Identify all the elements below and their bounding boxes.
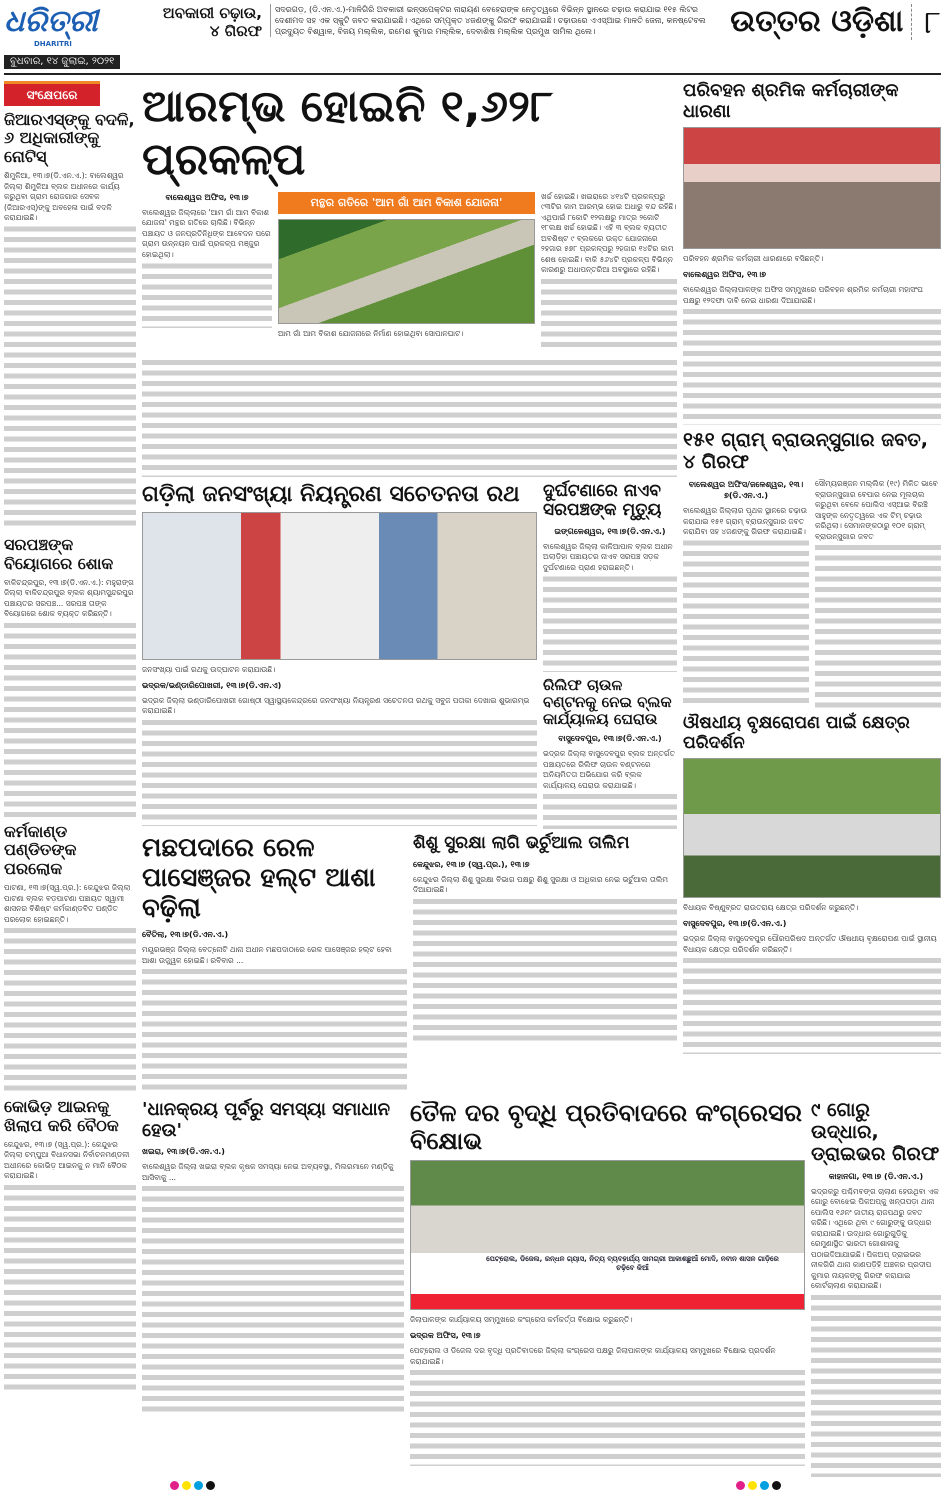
lead-text: ଖର୍ଚ୍ଚ ହୋଇଛି। ଖଇରାରେ ୪୧୪ଟି ପ୍ରକଳ୍ପରୁ ୯୩ଟିର କାମ ଆରମ୍ଭ ହୋଇ ଅଧାରୁ ବନ୍ଦ ରହିଛି। ଏଥିପାଇଁ ୮କୋଟି ୧୨ଲକ୍ଷରୁ ମାତ୍ର ୨କୋଟି ୧୮ଲକ୍ଷ ଖର୍ଚ୍ଚ ହୋଇଛି। ଏହି ୩ ବ୍ଲକ ବ୍ୟତୀତ ଅବଶିଷ୍ଟ ୯ ବ୍ଲକରେ ଉକ୍ତ ଯୋଜନାରେ ୨ହଜାର ୫୭୮ ପ୍ରକଳ୍ପରୁ ୨ହଜାର ୧୪ଟିର କାମ ଶେଷ ହୋଇଛି। ବାକି ୫୬୪ଟି ପ୍ରକଳ୍ପ ବିଭିନ୍ନ କାରଣରୁ ଅଧାପନ୍ତରିଆ ଅବସ୍ଥାରେ ରହିଛି। bbox=[541, 192, 677, 352]
brand bbox=[4, 4, 144, 69]
congress-text: ପେଟ୍ରୋଲ ଓ ଡିଜେଲ ଦର ବୃଦ୍ଧି ପ୍ରତିବାଦରେ ଜିଲ୍ଲା କଂଗ୍ରେସ ପକ୍ଷରୁ ଜିଲାପାଳଙ୍କ କାର୍ଯ୍ୟାଳୟ ସମ୍ମୁଖରେ ବିକ୍ଷୋଭ ପ୍ରଦର୍ଶନ କରାଯାଇଛି। bbox=[410, 1346, 805, 1466]
herbal-photo bbox=[683, 758, 941, 898]
brownsugar-text: ବାଲେଶ୍ୱର ଜିଲ୍ଲାର ପୃଥକ ସ୍ଥାନରେ ଚଢ଼ାଉ କରାଯାଇ ୧୫୧ ଗ୍ରାମ୍ ବ୍ରାଉନ୍‌ସୁଗାର ଜବତ କରାଯିବା ସହ ୪ଜଣଙ୍କୁ ଗିରଫ କରାଯାଇଛି। bbox=[683, 506, 809, 706]
lead-text: ବାଲେଶ୍ୱର ଜିଲ୍ଲାରେ 'ଆମ ଗାଁ ଆମ ବିକାଶ ଯୋଜନା' ମନ୍ଥର ଗତିରେ ଚାଲିଛି। ବିଭିନ୍ନ ପଞ୍ଚାୟତ ଓ ଜନପ୍ରତିନିଧିଙ୍କ ଆବେଦନ ପରେ ଗ୍ରାମ ଉନ୍ନୟନ ପାଇଁ ପ୍ରକଳ୍ପ ମଞ୍ଜୁର ହୋଇଥିଲା। bbox=[142, 208, 272, 328]
congress-story bbox=[410, 1100, 805, 1477]
paddy-headline: 'ଧାନକ୍ରୟ ପୂର୍ବରୁ ସମସ୍ୟା ସମାଧାନ ହେଉ' bbox=[142, 1099, 391, 1141]
footer bbox=[4, 1477, 941, 1494]
gadila-caption: ଜନସଂଖ୍ୟା ପାଇଁ ରଥକୁ ଉଦ୍‌ଘାଟନ କରାଯାଉଛି। bbox=[142, 664, 276, 674]
brief-headline: କୋଭିଡ଼ ଆଇନକୁ ଖିଲାପ କରି ବୈଠକ bbox=[4, 1097, 119, 1135]
brownsugar-dateline: ବାଲେଶ୍ୱର ଅଫିସ/ଜଳେଶ୍ୱର, ୧୩।୭(ଡି.ଏନ.ଏ.) bbox=[688, 480, 804, 501]
herbal-headline: ଔଷଧୀୟ ବୃକ୍ଷରୋପଣ ପାଇଁ କ୍ଷେତ୍ର ପରିଦର୍ଶନ bbox=[683, 713, 910, 753]
brief-headline: ସରପଞ୍ଚଙ୍କ ବିୟୋଗରେ ଶୋକ bbox=[4, 535, 114, 573]
congress-photo bbox=[410, 1160, 805, 1310]
middle-column bbox=[142, 81, 677, 1095]
accident-text: ବାଲେଶ୍ୱର ଜିଲ୍ଲା କାଳିଆପାଳ ବ୍ଲକ ଅଧୀନ ଅଲାଡ଼ିହା ପଞ୍ଚାୟତର ନାଏବ ସରପଞ୍ଚ ସଡ଼କ ଦୁର୍ଘଟଣାରେ ପ୍ରାଣ ହରାଇଛନ୍ତି। bbox=[543, 542, 677, 672]
briefs-column bbox=[4, 81, 136, 1477]
logo: ଧରିତ୍ରୀ bbox=[4, 4, 98, 39]
accident-dateline: ଇଙ୍ଗଳେଶ୍ୱର, ୧୩।୭(ଡି.ଏନ.ଏ.) bbox=[554, 526, 666, 536]
color-registration-marks bbox=[170, 1481, 215, 1490]
right-column bbox=[683, 81, 941, 1095]
lead-dateline: ବାଲେଶ୍ୱର ଅଫିସ, ୧୩।୭ bbox=[165, 192, 249, 202]
brownsugar-headline: ୧୫୧ ଗ୍ରାମ୍ ବ୍ରାଉନ୍‌ସୁଗାର ଜବତ, ୪ ଗିରଫ bbox=[683, 429, 928, 474]
brief-text: କେନ୍ଦୁଝର, ୧୩।୭ (ସ୍ୱ.ପ୍ର.): କେନ୍ଦୁଝର ଜିଲ୍ଲା ଚମ୍ପୁଆ ବିଧାନସଭା ନିର୍ବାଚନମଣ୍ଡଳୀ ଅଧୀନରେ କୋଭିଡ଼ ଆଇନକୁ ନ ମାନି ବୈଠକ କରାଯାଇଛି। bbox=[4, 1140, 136, 1390]
protest-banner-text: ପେଟ୍ରୋଲ, ଡିଜେଲ, ରନ୍ଧନ ଗ୍ୟାସ, ନିତ୍ୟ ବ୍ୟବହାର୍ଯ୍ୟ ସାମଗ୍ରୀ ଆକାଶଛୁଆଁ ମୋଦି, ନବୀନ ଶାସନ ଗାଡ଼ିରେ ଚଢ଼ିବେ କିଆଁ bbox=[486, 1255, 779, 1273]
lead-photo bbox=[278, 219, 535, 324]
cattle-headline: ୯ ଗୋରୁ ଉଦ୍ଧାର, ଡ୍ରାଇଭର ଗିରଫ bbox=[811, 1099, 940, 1165]
train-text: ମୟୂରଭଞ୍ଜ ଜିଲ୍ଲା ବେତ୍‌ନୋଟି ଥାନା ଅଧୀନ ମଛପଦାଠାରେ ରେଳ ପାସେଞ୍ଜର ହଲ୍ଟ ହେବା ଆଶା ଉଜ୍ଜ୍ୱଳ ହୋଇଛି। ରବିବାର ... bbox=[142, 945, 407, 1095]
page-section-title: ଉତ୍ତର ଓଡ଼ିଶା bbox=[730, 4, 904, 39]
relief-dateline: ବାସୁଦେବପୁର, ୧୩।୭(ଡି.ଏନ.ଏ.) bbox=[558, 734, 662, 744]
gadila-headline: ଗଡ଼ିଲା ଜନସଂଖ୍ୟା ନିୟନ୍ତ୍ରଣ ସଚେତନତା ରଥ bbox=[142, 481, 520, 507]
brownsugar-col-1 bbox=[683, 479, 809, 709]
child-dateline: କେନ୍ଦୁଝର, ୧୩।୭ (ସ୍ୱ.ପ୍ର.), ୧୩।୭ bbox=[413, 859, 530, 869]
congress-caption: ଜିଲାପାଳଙ୍କ କାର୍ଯ୍ୟାଳୟ ସମ୍ମୁଖରେ କଂଗ୍ରେସ କର୍ମକର୍ତ୍ତା ବିକ୍ଷୋଭ କରୁଛନ୍ତି। bbox=[410, 1315, 633, 1325]
brief-text: ଶିମୁଳିଆ, ୧୩।୭(ଡି.ଏନ.ଏ.): ବାଲେଶ୍ୱର ଜିଲ୍ଲା ଶିମୁଳିଆ ବ୍ଲକ ଅଧୀନରେ କାର୍ଯ୍ୟ କରୁଥିବା ଗ୍ରାମ ରୋଜଗାର ସେବକ (ଜିଆରଏସ୍)ଙ୍କୁ ଅବହେଳା ପାଇଁ ବଦଳି କରାଯାଇଛି। bbox=[4, 171, 136, 531]
lead-text bbox=[142, 357, 677, 477]
herbal-text: ଭଦ୍ରକ ଜିଲ୍ଲା ବାସୁଦେବପୁର ପୌରପରିଷଦ ଅନ୍ତର୍ଗତ ଔଷଧୀୟ ବୃକ୍ଷରୋପଣ ପାଇଁ ସ୍ଥାନୀୟ ବିଧାୟକ କ୍ଷେତ୍ର ପରିଦର୍ଶନ କରିଛନ୍ତି। bbox=[683, 934, 941, 1054]
top-band bbox=[142, 81, 941, 1095]
top-brief-text: ସଦରଗଡ଼, (ଡି.ଏନ.ଏ.)-ମାଳିଗିରି ଅବକାରୀ ଇନ୍‌ସପେକ୍ଟର ନାରାୟଣ ବେହେରାଙ୍କ ନେତୃତ୍ୱରେ ବିଭିନ୍ନ ସ୍ଥାନରେ ଚଢ଼ାଉ କରାଯାଇ ୧୧୫ ଲିଟର ଦେଶୀମଦ ସହ ଏକ ସ୍କୁଟି ଜବତ କରାଯାଇଛି। ଏଥିରେ ସମ୍ପୃକ୍ତ ୪ଜଣଙ୍କୁ ଗିରଫ କରାଯାଇଛି। ଚଢ଼ାଉରେ ଏଏସ୍‌ଆଇ ମାଳତି ଜେନା, କନଷ୍ଟେବଲ ପ୍ରଦ୍ୟୁତ ବିଶ୍ୱାଳ, ବିଜୟ ମଲ୍ଲିକ, ରମେଶ କୁମାର ମଲ୍ଲିକ, ଦେବାଶିଷ ମଲ୍ଲିକ ପ୍ରମୁଖ ସାମିଲ ଥିଲେ। bbox=[270, 4, 722, 37]
train-story bbox=[142, 834, 407, 1095]
child-text: କେନ୍ଦୁଝର ଜିଲ୍ଲା ଶିଶୁ ସୁରକ୍ଷା ବିଭାଗ ପକ୍ଷରୁ ଶିଶୁ ସୁରକ୍ଷା ଓ ଅଧିକାର ନେଇ ଭର୍ଚୁଆଲ ତାଲିମ ଦିଆଯାଇଛି। bbox=[413, 875, 677, 1045]
cattle-story bbox=[811, 1100, 941, 1477]
child-story bbox=[413, 834, 677, 1095]
transport-text: ବାଲେଶ୍ୱର ଜିଲ୍ଲାପାଳଙ୍କ ଅଫିସ ସମ୍ମୁଖରେ ପରିବହନ ଶ୍ରମିକ କର୍ମଚାରୀ ମହାସଂଘ ପକ୍ଷରୁ ୧୨ଦଫା ଦାବି ନେଇ ଧାରଣା ଦିଆଯାଇଛି। bbox=[683, 285, 941, 425]
lead-col-3 bbox=[541, 192, 677, 352]
train-headline: ମଛପଦାରେ ରେଳ ପାସେଞ୍ଜର ହଲ୍ଟ ଆଶା ବଢ଼ିଲା bbox=[142, 833, 376, 924]
transport-headline: ପରିବହନ ଶ୍ରମିକ କର୍ମଚାରୀଙ୍କ ଧାରଣା bbox=[683, 80, 899, 122]
cattle-text: ଭଦ୍ରକରୁ ପଶ୍ଚିମବଙ୍ଗ ଚାଲାଣ ହେଉଥିବା ଏକ ଗୋରୁ ବୋଝେଇ ପିକଅପ୍‌କୁ ଖନ୍ତାପଡ଼ା ଥାନା ପୋଲିସ ୧୬ନଂ ଜାତୀୟ ରାଜପଥରୁ ଜବତ କରିଛି। ଏଥିରେ ଥିବା ୯ ଗୋରୁଙ୍କୁ ଉଦ୍ଧାର କରାଯାଇଛି। ଉଦ୍ଧାର ଗୋରୁଗୁଡ଼ିକୁ ରେମୁଣାସ୍ଥିତ ଭାରତୀ ଗୋଶାଳାକୁ ପଠାଇଦିଆଯାଇଛି। ପିକଅପ୍ ଡ୍ରାଇଭର ନୀଳଗିରି ଥାନା କାଣପଡ଼ିହି ଅଞ୍ଚଳର ପ୍ରଦୀପ କୁମାର ନାୟକଙ୍କୁ ଗିରଫ କରାଯାଇ କୋର୍ଟଚାଲାଣ କରାଯାଇଛି। bbox=[811, 1187, 941, 1477]
transport-photo bbox=[683, 127, 941, 249]
relief-text: ଭଦ୍ରକ ଜିଲ୍ଲା ବାସୁଦେବପୁର ବ୍ଲକ ଅନ୍ତର୍ଗତ ପଞ୍ଚାୟତରେ ରିଲିଫ ଚାଉଳ ବଣ୍ଟନରେ ଅନିୟମିତତା ଅଭିଯୋଗ କରି ବ୍ଲକ କାର୍ଯ୍ୟାଳୟ ଘେରାଉ କରାଯାଇଛି। bbox=[543, 749, 677, 829]
child-headline: ଶିଶୁ ସୁରକ୍ଷା ଲାଗି ଭର୍ଚୁଆଲ ତାଲିମ bbox=[413, 833, 630, 854]
paddy-story bbox=[142, 1100, 404, 1477]
lead-col-2 bbox=[278, 192, 535, 352]
lead-col-1 bbox=[142, 192, 272, 352]
paddy-text: ବାଲେଶ୍ୱର ଜିଲ୍ଲା ଖଇରା ବ୍ଲକ କୃଷକ ସମସ୍ୟା ନେଇ ଅବ୍ୟବସ୍ଥା, ମିଲରମାନେ ମଣ୍ଡିକୁ ଆସିବାକୁ ... bbox=[142, 1162, 404, 1412]
color-registration-marks bbox=[736, 1481, 781, 1490]
brownsugar-body bbox=[683, 479, 941, 709]
brief-headline: କର୍ମକାଣ୍ଡ ପଣ୍ଡିତଙ୍କ ପରଲୋକ bbox=[4, 821, 77, 878]
congress-dateline: ଭଦ୍ରକ ଅଫିସ, ୧୩।୭ bbox=[410, 1331, 481, 1341]
transport-dateline: ବାଲେଶ୍ୱର ଅଫିସ, ୧୩।୭ bbox=[683, 270, 767, 280]
briefs-label: ସଂକ୍ଷେପରେ bbox=[4, 81, 100, 106]
relief-headline: ରିଲିଫ ଚାଉଳ ବଣ୍ଟନକୁ ନେଇ ବ୍ଲକ କାର୍ଯ୍ୟାଳୟ ଘେରାଉ bbox=[543, 675, 672, 729]
brownsugar-text: ସୌମ୍ୟରଞ୍ଜନ ମଲ୍ଲିକ (୧୯) ମିଳିତ ଭାବେ ବ୍ରାଉନ୍‌ସୁଗାର ବେପାର ନେଇ ମୂଲଚାଲ କରୁଥିବା ବେଳେ ପୋଲିସ ଏସ୍‌ଆଇ ବିରଞ୍ଚି ସାହୁଙ୍କ ନେତୃତ୍ୱରେ ଏକ ଟିମ୍ ଚଢ଼ାଉ କରିଥିଲା। ସେମାନଙ୍କଠାରୁ ୧୦୧ ଗ୍ରାମ୍ ବ୍ରାଉନ୍‌ସୁଗାର ଜବତ bbox=[815, 479, 941, 709]
train-child-band bbox=[142, 834, 677, 1095]
brief-text: ବାଳିଚନ୍ଦ୍ରପୁର, ୧୩।୭(ଡି.ଏନ.ଏ.): ମହୁରାଙ୍ଗ ଜିଲ୍ଲା ବାଳିଚନ୍ଦ୍ରପୁର ବ୍ଲକ ଶ୍ୟାମସୁନ୍ଦରପୁର ପଞ୍ଚାୟତର ସରପଞ୍ଚ... ସରପଞ୍ଚ ତାଙ୍କ ବିୟୋଗରେ ଶୋକ ବ୍ୟକ୍ତ କରିଛନ୍ତି। bbox=[4, 578, 136, 818]
brownsugar-col-2 bbox=[815, 479, 941, 709]
train-dateline: ବୈତିଲା, ୧୩।୭(ଡି.ଏନ.ଏ.) bbox=[142, 930, 229, 940]
page-number: ୮ bbox=[911, 4, 941, 40]
lead-banner: ମନ୍ଥର ଗତିରେ 'ଆମ ଗାଁ ଆମ ବିକାଶ ଯୋଜନା' bbox=[278, 192, 535, 214]
lead-body bbox=[142, 192, 677, 352]
logo-english: DHARITRI bbox=[34, 40, 72, 48]
brief-headline: ଜିଆରଏସ୍‌ଙ୍କୁ ବଦଳି, ୬ ଅଧିକାରୀଙ୍କୁ ନୋଟିସ୍ bbox=[4, 110, 135, 166]
herbal-dateline: ବାସୁଦେବପୁର, ୧୩।୭(ଡି.ଏନ.ଏ.) bbox=[683, 919, 787, 929]
bottom-band bbox=[142, 1100, 941, 1477]
paddy-dateline: ଖଇରା, ୧୩।୭(ଡି.ଏନ.ଏ.) bbox=[142, 1147, 225, 1157]
herbal-caption: ବିଧାୟକ ବିଷ୍ଣୁବ୍ରତ ରାଉତରାୟ କ୍ଷେତ୍ର ପରିଦର୍ଶନ କରୁଛନ୍ତି। bbox=[683, 903, 859, 913]
gadila-text: ଭଦ୍ରକ ଜିଲ୍ଲା ଭଣ୍ଡାରିପୋଖରୀ ଗୋଷ୍ଠୀ ସ୍ୱାସ୍ଥ୍ୟକେନ୍ଦ୍ରରେ ଜନସଂଖ୍ୟା ନିୟନ୍ତ୍ରଣ ସଚେତନତା ରଥକୁ ସବୁଜ ପତାକା ଦେଖାଇ ଶୁଭାରମ୍ଭ କରାଯାଇଛି। bbox=[142, 696, 537, 826]
issue-date: ବୁଧବାର, ୧୪ ଜୁଲାଇ, ୨୦୨୧ bbox=[4, 55, 120, 69]
gadila-story bbox=[142, 482, 537, 830]
gadila-photo bbox=[142, 512, 537, 660]
main-area bbox=[142, 81, 941, 1477]
gadila-dateline: ଭଦ୍ରକ/ଭଣ୍ଡାରିପୋଖରୀ, ୧୩।୭(ଡି.ଏନ.ଏ) bbox=[142, 680, 282, 690]
masthead bbox=[4, 4, 941, 75]
lead-headline: ଆରମ୍ଭ ହୋଇନି ୧,୬୨୮ ପ୍ରକଳ୍ପ bbox=[142, 81, 553, 185]
page-body bbox=[4, 81, 941, 1477]
transport-caption: ପରିବହନ ଶ୍ରମିକ କର୍ମଚାରୀ ଧାରଣାରେ ବସିଛନ୍ତି। bbox=[683, 254, 824, 264]
gadila-band bbox=[142, 482, 677, 830]
accident-headline: ଦୁର୍ଘଟଣାରେ ନାଏବ ସରପଞ୍ଚଙ୍କ ମୃତ୍ୟୁ bbox=[543, 480, 662, 521]
lead-caption: ଆମ ଗାଁ ଆମ ବିକାଶ ଯୋଜନାରେ ନିର୍ମାଣ ହୋଇଥିବା ସୋପାନଘାଟ। bbox=[278, 328, 464, 338]
brief-text: ପାଟଣା, ୧୩।୭(ସ୍ୱ.ପ୍ର.): କେନ୍ଦୁଝର ଜିଲ୍ଲା ପାଟଣା ବ୍ଲକ ବଡ଼ପାଟଣା ପଞ୍ଚାୟତ ସ୍ୱାମୀ ଶାସନର ବିଶିଷ୍ଟ କର୍ମକାଣ୍ଡବିତ ପଣ୍ଡିତ ପରଲୋକ ହୋଇଛନ୍ତି। bbox=[4, 883, 136, 1093]
cattle-dateline: କାହାନଗା, ୧୩।୭ (ଡି.ଏନ.ଏ.) bbox=[828, 1171, 924, 1181]
top-brief-headline: ଅବକାରୀ ଚଢ଼ାଉ, ୪ ଗିରଫ bbox=[162, 4, 262, 40]
accident-relief-column bbox=[543, 482, 677, 830]
congress-headline: ତୈଳ ଦର ବୃଦ୍ଧି ପ୍ରତିବାଦରେ କଂଗ୍ରେସର ବିକ୍ଷୋଭ bbox=[410, 1099, 802, 1155]
